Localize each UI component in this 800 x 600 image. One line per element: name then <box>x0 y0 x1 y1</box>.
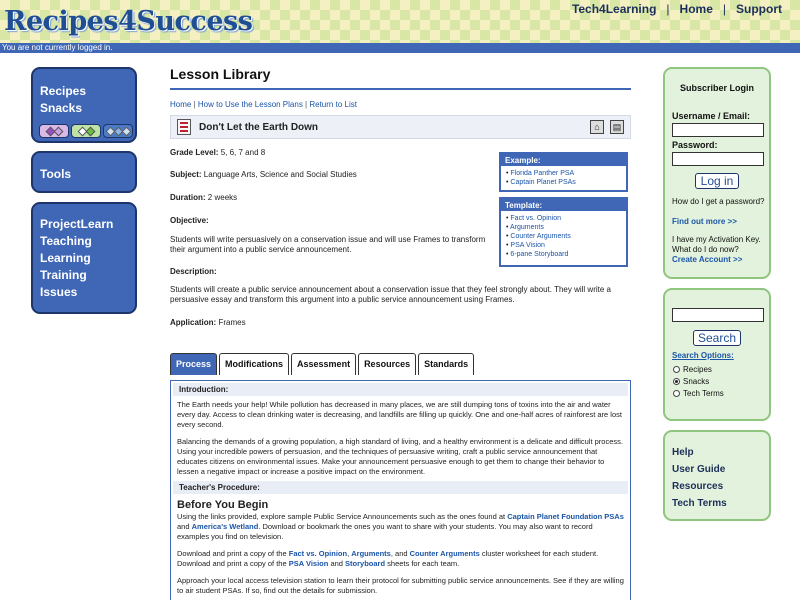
template-header: Template: <box>501 199 626 211</box>
left-nav-teaching[interactable]: Teaching <box>40 234 92 248</box>
tab-modifications[interactable]: Modifications <box>219 353 289 375</box>
search-button[interactable]: Search <box>693 330 741 346</box>
left-nav-issues[interactable]: Issues <box>40 285 78 299</box>
duration: Duration: 2 weeks <box>170 193 238 202</box>
login-button[interactable]: Log in <box>695 173 739 189</box>
category-gems <box>39 124 133 138</box>
process-panel <box>170 380 631 600</box>
objective-label: Objective: <box>170 216 209 225</box>
example-header: Example: <box>501 154 626 166</box>
radio-icon[interactable] <box>673 390 680 397</box>
top-nav <box>562 2 792 16</box>
americas-wetland-link[interactable]: America's Wetland <box>191 522 259 531</box>
psa-vision-link[interactable]: PSA Vision <box>510 242 545 249</box>
login-title: Subscriber Login <box>679 83 754 93</box>
tech-terms-link[interactable]: Tech Terms <box>672 498 727 509</box>
tab-assessment[interactable]: Assessment <box>291 353 356 375</box>
nav-separator: | <box>666 2 670 16</box>
search-option-tech-terms[interactable]: Tech Terms <box>673 389 724 398</box>
tab-resources[interactable]: Resources <box>358 353 416 375</box>
intro-paragraph-2: Balancing the demands of a growing population, a high standard of living, and a healthy environment is a delicate and difficult process. Using your incredible powers of persuasion, and the techniques of persuasive writing, craft a public service announcement that educates citizens on environmental issues. Make your announcement persuasive enough to get them to change their behavior to lessen a negative impact or increase a positive impact on the environment. <box>177 437 623 476</box>
search-option-recipes[interactable]: Recipes <box>673 365 712 374</box>
nav-home[interactable]: Home <box>679 2 713 16</box>
template-item: • 6-pane Storyboard <box>506 251 569 258</box>
left-nav-learning[interactable]: Learning <box>40 251 91 265</box>
storyboard-sheet-link[interactable]: Storyboard <box>345 559 386 568</box>
lesson-title: Don't Let the Earth Down <box>199 121 319 133</box>
radio-selected-icon[interactable] <box>673 378 680 385</box>
breadcrumb-home[interactable]: Home <box>170 100 192 109</box>
description-text: Students will create a public service announcement about a conservation issue that they feel strongly about. They will write a persuasive essay and transform this argument into a public service announcement using Frames. <box>170 285 611 304</box>
find-out-more-link[interactable]: Find out more >> <box>672 217 737 226</box>
captain-planet-psas-link[interactable]: Captain Planet Foundation PSAs <box>507 512 624 521</box>
login-status-bar: You are not currently logged in. <box>0 43 800 53</box>
captain-planet-link[interactable]: Captain Planet PSAs <box>510 179 576 186</box>
left-nav-recipes[interactable]: Recipes <box>40 84 87 98</box>
left-nav-recipes-box <box>31 67 137 143</box>
save-icon[interactable]: ▤ <box>610 120 624 134</box>
radio-icon[interactable] <box>673 366 680 373</box>
description-label: Description: <box>170 267 217 276</box>
fact-opinion-link[interactable]: Fact vs. Opinion <box>510 215 561 222</box>
home-icon[interactable]: ⌂ <box>590 120 604 134</box>
left-nav-projects-box <box>31 202 137 314</box>
example-box <box>499 152 628 192</box>
left-nav-snacks[interactable]: Snacks <box>40 101 83 115</box>
breadcrumb <box>170 100 631 109</box>
template-item: • Counter Arguments <box>506 233 571 240</box>
password-label: Password: <box>672 140 718 150</box>
tab-process[interactable]: Process <box>170 353 217 375</box>
left-nav-tools-box <box>31 151 137 193</box>
procedure-paragraph-2: Download and print a copy of the Fact vs. Opinion, Arguments, and Counter Arguments cluster worksheet for each student. Download and print a copy of the PSA Vision and Storyboard sheets for each team. <box>177 549 599 568</box>
lesson-title-bar <box>170 115 631 139</box>
nav-tech4learning[interactable]: Tech4Learning <box>571 2 657 16</box>
page-title: Lesson Library <box>170 66 631 90</box>
username-label: Username / Email: <box>672 111 751 121</box>
florida-panther-link[interactable]: Florida Panther PSA <box>510 170 575 177</box>
counter-arguments-link[interactable]: Counter Arguments <box>510 233 571 240</box>
breadcrumb-separator: | <box>302 100 310 109</box>
resources-link[interactable]: Resources <box>672 481 724 492</box>
subject: Subject: Language Arts, Science and Social Studies <box>170 170 357 179</box>
main-content <box>170 66 631 327</box>
before-you-begin-title: Before You Begin <box>177 499 269 511</box>
breadcrumb-return[interactable]: Return to List <box>309 100 357 109</box>
activation-text: I have my Activation Key. What do I do now? <box>672 235 761 254</box>
site-header <box>0 0 800 52</box>
tab-standards[interactable]: Standards <box>418 353 474 375</box>
breadcrumb-separator: | <box>191 100 198 109</box>
storyboard-link[interactable]: 6-pane Storyboard <box>510 251 569 258</box>
psa-vision-sheet-link[interactable]: PSA Vision <box>288 559 329 568</box>
grade-level: Grade Level: 5, 6, 7 and 8 <box>170 148 266 157</box>
username-input[interactable] <box>672 123 764 137</box>
example-item: • Captain Planet PSAs <box>506 179 576 186</box>
template-box <box>499 197 628 267</box>
site-logo[interactable]: Recipes4Success <box>4 6 253 37</box>
password-input[interactable] <box>672 152 764 166</box>
help-link[interactable]: Help <box>672 447 694 458</box>
procedure-paragraph-3: Approach your local access television station to learn their protocol for submitting public service announcements. See if they are willing to air student PSAs. If so, find out the details for submission. <box>177 576 624 595</box>
teacher-procedure-header: Teacher's Procedure: <box>173 481 628 494</box>
breadcrumb-how-to[interactable]: How to Use the Lesson Plans <box>197 100 303 109</box>
nav-separator: | <box>722 2 726 16</box>
search-options-label[interactable]: Search Options: <box>672 351 734 360</box>
lesson-tabs <box>170 353 474 375</box>
template-item: • Arguments <box>506 224 544 231</box>
subscriber-login-box <box>663 67 771 279</box>
counter-arguments-worksheet-link[interactable]: Counter Arguments <box>409 549 480 558</box>
nav-support[interactable]: Support <box>736 2 782 16</box>
search-box <box>663 288 771 421</box>
lesson-book-icon <box>177 119 191 135</box>
help-box <box>663 430 771 521</box>
left-nav-training[interactable]: Training <box>40 268 87 282</box>
left-nav-projectlearn[interactable]: ProjectLearn <box>40 217 114 231</box>
forgot-password-text: How do I get a password? <box>672 197 765 206</box>
blue-gem-icon[interactable] <box>103 124 133 138</box>
search-input[interactable] <box>672 308 764 322</box>
application: Application: Frames <box>170 318 246 327</box>
procedure-paragraph-1: Using the links provided, explore sample Public Service Announcements such as the ones found at Captain Planet Foundation PSAs and America's Wetland. Download or bookmark the ones you want to share with your students. You may also want to record examples you find on television. <box>177 512 624 541</box>
purple-gem-icon[interactable] <box>39 124 69 138</box>
fact-opinion-worksheet-link[interactable]: Fact vs. Opinion <box>288 549 348 558</box>
green-gem-icon[interactable] <box>71 124 101 138</box>
search-option-snacks[interactable]: Snacks <box>673 377 709 386</box>
introduction-header: Introduction: <box>173 383 628 396</box>
arguments-link[interactable]: Arguments <box>510 224 544 231</box>
user-guide-link[interactable]: User Guide <box>672 464 726 475</box>
template-item: • Fact vs. Opinion <box>506 215 561 222</box>
arguments-worksheet-link[interactable]: Arguments <box>351 549 391 558</box>
create-account-link[interactable]: Create Account >> <box>672 255 743 264</box>
objective-text: Students will write persuasively on a conservation issue and will use Frames to transform their argument into a public service announcement. <box>170 235 486 254</box>
intro-paragraph-1: The Earth needs your help! While pollution has decreased in many places, we are still dumping tons of toxins into the air and water every day. Access to clean drinking water is decreasing, and landfills are filling up quickly. One and one-half acres of rainforest are lost every second. <box>177 400 622 429</box>
example-item: • Florida Panther PSA <box>506 170 575 177</box>
template-item: • PSA Vision <box>506 242 545 249</box>
left-nav-tools[interactable]: Tools <box>40 167 72 181</box>
